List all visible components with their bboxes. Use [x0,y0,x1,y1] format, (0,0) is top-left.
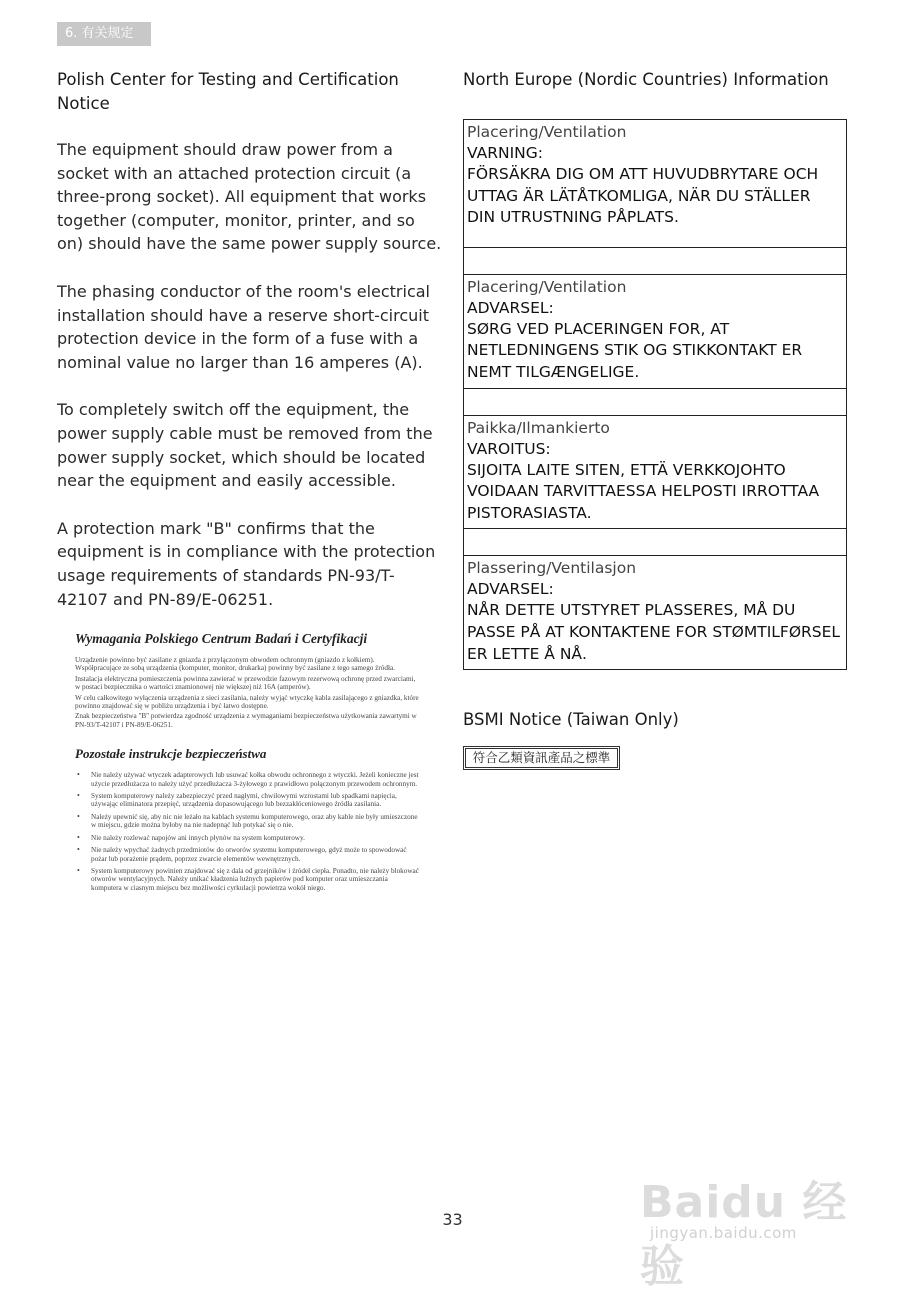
paragraph-phasing-conductor: The phasing conductor of the room's electrical installation should have a reserve short-circuit protection device in the form of a fuse with a nominal value no larger than 16 amperes (A). [57,281,430,372]
table-spacer-row [464,248,846,275]
scan-bullet: • System komputerowy należy zabezpieczyć przed nagłymi, chwilowymi wzrostami lub spadkami napięcia, używając eliminatora przepięć, urządzenia dopasowującego lub bezzakłóceniowego źródła zasilania. [75,792,420,809]
paragraph-power-socket: The equipment should draw power from a socket with an attached protection circuit (a three-prong socket). All equipment that works together (computer, monitor, printer, and so on) should have the same power supply source. [57,140,442,254]
nordic-block-norwegian [464,556,846,669]
nordic-block-swedish [464,120,846,248]
paragraph-switch-off: To completely switch off the equipment, the power supply cable must be removed from the power supply socket, which should be located near the equipment and easily accessible. [57,400,433,491]
scan-heading-requirements: Wymagania Polskiego Centrum Badań i Certyfikacji [75,631,368,646]
bsmi-label-box [463,746,620,770]
polish-notice-title: Polish Center for Testing and Certification Notice [57,70,399,113]
paragraph-protection-mark: A protection mark "B" confirms that the equipment is in compliance with the protection usage requirements of standards PN-93/T-42107 and PN-89/E-06251. [57,518,436,609]
nordic-block-text: SIJOITA LAITE SITEN, ETTÄ VERKKOJOHTO VOIDAAN TARVITTAESSA HELPOSTI IRROTTAA PISTORASIASTA. [467,460,820,522]
nordic-title: North Europe (Nordic Countries) Information [463,70,829,89]
scan-paragraph: Instalacja elektryczna pomieszczenia powinna zawierać w przewodzie fazowym rezerwową ochronę przed zwarciami, w postaci bezpiecznika o wartości znamionowej nie większej niż 16A (amperów). [75,674,416,692]
left-column [57,68,442,635]
nordic-block-heading: Paikka/Ilmankierto [467,418,610,437]
nordic-table [463,119,847,670]
watermark-logo: Baidu 经验 [640,1177,848,1292]
scan-heading-other-instructions: Pozostałe instrukcje bezpieczeństwa [75,746,267,762]
scan-paragraph: Znak bezpieczeństwa "B" potwierdza zgodność urządzenia z wymaganiami bezpieczeństwa użytkowania zawartymi w PN-93/T-42107 i PN-89/E-06251. [75,712,417,729]
polish-scanned-notice [75,630,420,896]
nordic-block-warning: ADVARSEL: [467,298,554,317]
nordic-block-warning: ADVARSEL: [467,580,554,599]
nordic-block-text: SØRG VED PLACERINGEN FOR, AT NETLEDNINGENS STIK OG STIKKONTAKT ER NEMT TILGÆNGELIGE. [467,319,803,381]
bsmi-title: BSMI Notice (Taiwan Only) [463,710,679,729]
scan-bullet: • Nie należy rozlewać napojów ani innych płynów na system komputerowy. [75,834,420,842]
section-tag: 6. 有关规定 [57,22,151,46]
nordic-block-danish [464,275,846,389]
table-spacer-row [464,389,846,416]
baidu-watermark [640,1160,860,1292]
right-column [463,68,848,92]
nordic-block-warning: VARNING: [467,144,543,162]
scan-paragraph: Urządzenie powinno być zasilane z gniazda z przyłączonym obwodem ochronnym (gniazdo z kołkiem). Współpracujące ze sobą urządzenia (komputer, monitor, drukarka) powinny być zasilane z tego samego źródła. [75,656,395,673]
scan-bullet: • Należy upewnić się, aby nic nie leżało na kablach systemu komputerowego, oraz aby kable nie były umieszczone w miejscu, gdzie można byłoby na nie nadepnąć lub potykać się o nie. [75,813,420,830]
nordic-block-heading: Placering/Ventilation [467,123,627,141]
watermark-url: jingyan.baidu.com [650,1224,797,1242]
bsmi-label: 符合乙類資訊產品之標準 [465,748,618,768]
scan-bullet-list [75,771,420,892]
nordic-block-heading: Plassering/Ventilasjon [467,559,637,578]
page-number: 33 [442,1210,463,1229]
scan-bullet: • Nie należy używać wtyczek adapterowych lub usuwać kołka obwodu ochronnego z wtyczki. Jeżeli konieczne jest użycie przedłużacza to należy użyć przedłużacza 3-żyłowego z prawidłowo połączonym przewodem ochronnym. [75,771,420,788]
scan-paragraph: W celu całkowitego wyłączenia urządzenia z sieci zasilania, należy wyjąć wtyczkę kabla zasilającego z gniazdka, które powinno znajdować się w pobliżu urządzenia i być łatwo dostępne. [75,693,419,711]
nordic-block-heading: Placering/Ventilation [467,277,627,296]
table-spacer-row [464,529,846,556]
nordic-block-text: FÖRSÄKRA DIG OM ATT HUVUDBRYTARE OCH UTTAG ÄR LÄTÅTKOMLIGA, NÄR DU STÄLLER DIN UTRUSTNING PÅPLATS. [467,165,819,227]
nordic-block-text: NÅR DETTE UTSTYRET PLASSERES, MÅ DU PASSE PÅ AT KONTAKTENE FOR STØMTILFØRSEL ER LETTE Å NÅ. [467,601,841,663]
scan-bullet: • Nie należy wpychać żadnych przedmiotów do otworów systemu komputerowego, gdyż może to spowodować pożar lub porażenie prądem, poprzez zwarcie elementów wewnętrznych. [75,846,420,863]
nordic-block-finnish [464,416,846,530]
scan-bullet: • System komputerowy powinien znajdować się z dala od grzejników i źródeł ciepła. Ponadto, nie należy blokować otworów wentylacyjnych. Należy unikać kładzenia luźnych papierów pod komputer oraz umieszczania komputera w ciasnym miejscu bez możliwości cyrkulacji powietrza wokół niego. [75,867,420,892]
nordic-block-warning: VAROITUS: [467,439,551,458]
